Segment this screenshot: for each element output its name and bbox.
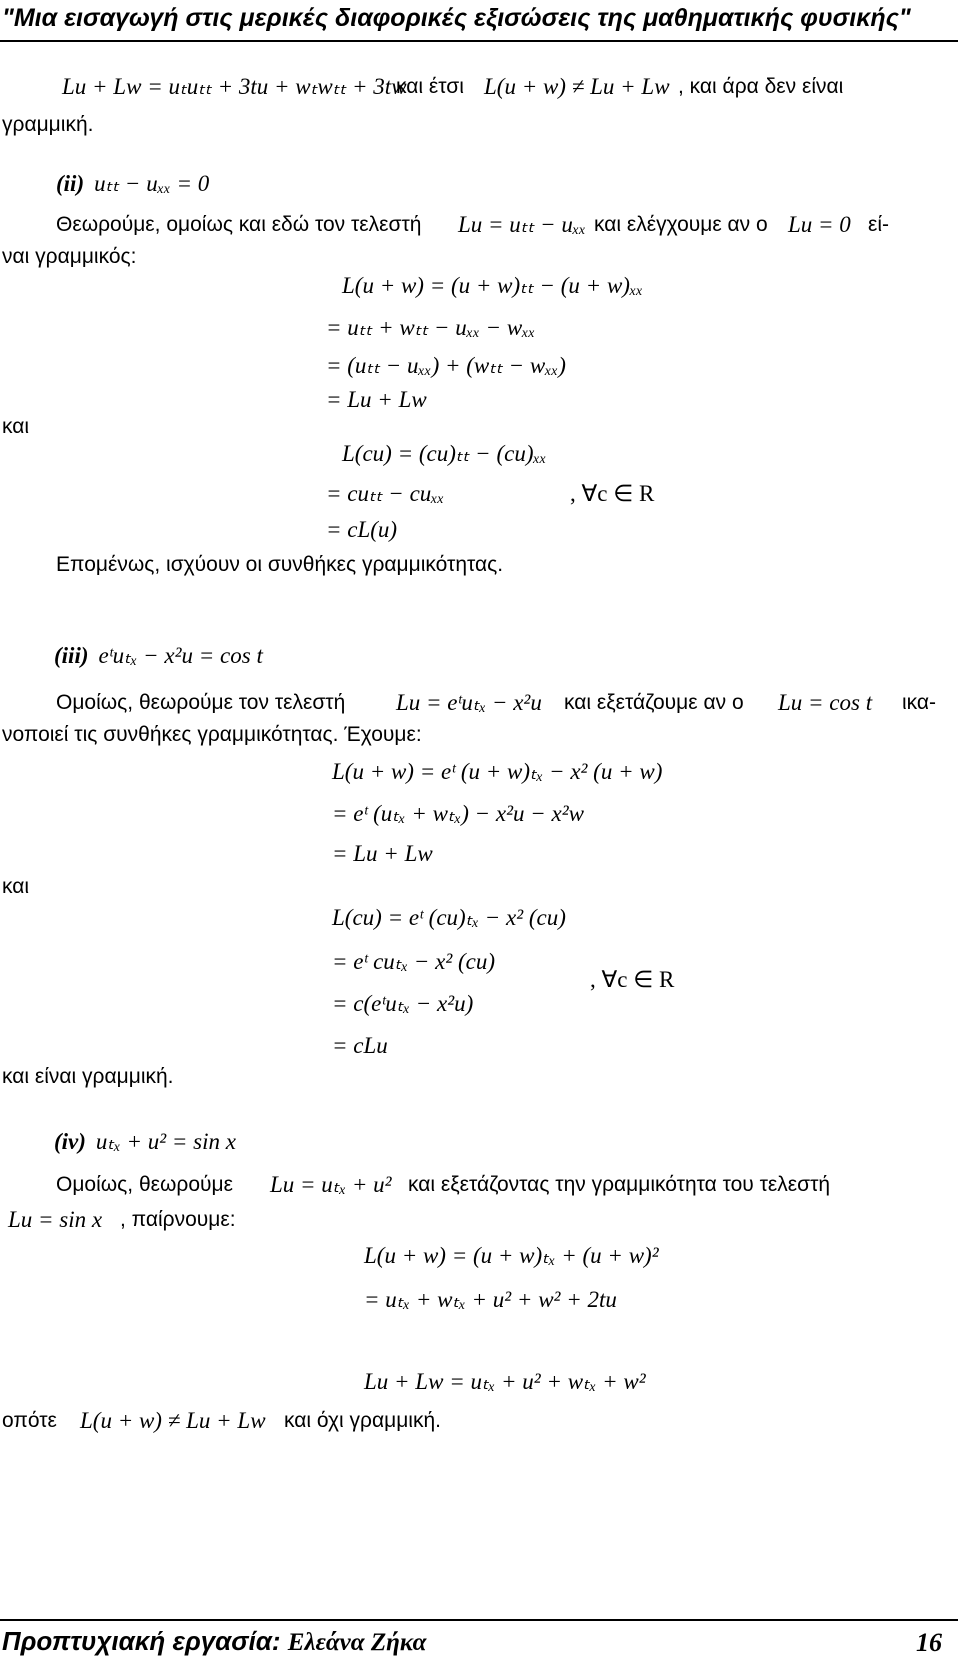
section-iv-intro-text: Ομοίως, θεωρούμε — [56, 1173, 233, 1196]
section-i-text-2: , και άρα δεν είναι — [678, 75, 844, 98]
section-ii-forall: , ∀c ∈ R — [570, 481, 655, 506]
section-iv-intro-line2-math: Lu = sin x — [8, 1207, 103, 1232]
section-iv-label: (iv) — [54, 1129, 86, 1154]
section-ii-scale-line: = cuₜₜ − cuₓₓ — [326, 481, 445, 506]
section-iv-add-line: L(u + w) = (u + w)ₜₓ + (u + w)² — [364, 1243, 659, 1268]
footer-author: Ελεάνα Ζήκα — [287, 1629, 427, 1656]
section-iii-forall: , ∀c ∈ R — [590, 967, 675, 992]
header-title: "Μια εισαγωγή στις μερικές διαφορικές εξισώσεις της μαθηματικής φυσικής" — [2, 4, 911, 32]
section-iii-heading — [54, 642, 263, 670]
section-iv-intro-line2-text: , παίρνουμε: — [120, 1208, 236, 1231]
section-ii-add-line: = (uₜₜ − uₓₓ) + (wₜₜ − wₓₓ) — [326, 353, 566, 378]
section-ii-add-line: = uₜₜ + wₜₜ − uₓₓ − wₓₓ — [326, 315, 536, 340]
section-iv-heading — [54, 1128, 236, 1156]
section-ii-and-word: και — [2, 415, 30, 438]
section-i-line2: γραμμική. — [2, 113, 94, 136]
section-iv-equation: uₜₓ + u² = sin x — [95, 1129, 236, 1154]
section-ii-equation: uₜₜ − uₓₓ = 0 — [94, 171, 210, 196]
section-ii-intro-text: Θεωρούμε, ομοίως και εδώ τον τελεστή — [56, 213, 422, 236]
section-i-sum-equation: Lu + Lw = uₜuₜₜ + 3tu + wₜwₜₜ + 3tw — [62, 74, 407, 99]
section-ii-target: Lu = 0 — [788, 212, 851, 237]
section-ii-scale-line: = cL(u) — [326, 517, 398, 542]
header-rule — [0, 40, 958, 42]
footer-label-text: Προπτυχιακή εργασία: — [2, 1626, 281, 1656]
section-ii-operator: Lu = uₜₜ − uₓₓ — [458, 212, 586, 237]
section-i-inequality: L(u + w) ≠ Lu + Lw — [484, 74, 670, 99]
section-iii-conclusion: και είναι γραμμική. — [2, 1065, 174, 1088]
footer-label — [2, 1626, 426, 1657]
section-iii-and-word: και — [2, 875, 30, 898]
section-ii-intro-line2: ναι γραμμικός: — [2, 245, 137, 268]
footer-rule — [0, 1619, 958, 1621]
section-ii-label: (ii) — [56, 171, 85, 196]
section-iii-scale-line: = cLu — [332, 1033, 388, 1058]
section-ii-intro-text-2: και ελέγχουμε αν ο — [594, 213, 768, 236]
section-ii-add-line: = Lu + Lw — [326, 387, 427, 412]
section-ii-add-line: L(u + w) = (u + w)ₜₜ − (u + w)ₓₓ — [342, 273, 644, 298]
section-iii-operator: Lu = eᵗuₜₓ − x²u — [396, 690, 542, 715]
section-ii-intro-text-3: εί- — [868, 213, 890, 236]
section-iv-add-line: = uₜₓ + wₜₓ + u² + w² + 2tu — [364, 1287, 617, 1312]
section-iii-intro-line2: νοποιεί τις συνθήκες γραμμικότητας. Έχουμε: — [2, 723, 422, 746]
section-iii-scale-line: = c(eᵗuₜₓ − x²u) — [332, 991, 474, 1016]
section-iv-sum-line: Lu + Lw = uₜₓ + u² + wₜₓ + w² — [364, 1369, 646, 1394]
section-ii-conclusion: Επομένως, ισχύουν οι συνθήκες γραμμικότητας. — [56, 553, 504, 576]
section-ii-heading — [56, 170, 209, 198]
section-iii-target: Lu = cos t — [778, 690, 873, 715]
section-iv-conclusion-text: οπότε — [2, 1409, 57, 1432]
section-iii-intro-text-2: και εξετάζουμε αν ο — [564, 691, 744, 714]
section-iii-scale-line: L(cu) = eᵗ (cu)ₜₓ − x² (cu) — [332, 905, 566, 930]
section-iv-intro-text-2: και εξετάζοντας την γραμμικότητα του τελεστή — [408, 1173, 831, 1196]
section-iii-scale-line: = eᵗ cuₜₓ − x² (cu) — [332, 949, 496, 974]
section-iii-intro-text: Ομοίως, θεωρούμε τον τελεστή — [56, 691, 346, 714]
section-iv-operator: Lu = uₜₓ + u² — [270, 1172, 392, 1197]
section-iv-conclusion-math: L(u + w) ≠ Lu + Lw — [80, 1408, 266, 1433]
section-ii-scale-line: L(cu) = (cu)ₜₜ − (cu)ₓₓ — [342, 441, 547, 466]
page-number: 16 — [916, 1628, 942, 1657]
section-iii-equation: eᵗuₜₓ − x²u = cos t — [98, 643, 263, 668]
section-iv-conclusion-text-2: και όχι γραμμική. — [284, 1409, 441, 1432]
section-iii-add-line: L(u + w) = eᵗ (u + w)ₜₓ − x² (u + w) — [332, 759, 663, 784]
section-iii-intro-text-3: ικα- — [902, 691, 937, 714]
section-iii-add-line: = Lu + Lw — [332, 841, 433, 866]
section-i-text: και έτσι — [396, 75, 464, 98]
section-iii-label: (iii) — [54, 643, 89, 668]
section-iii-add-line: = eᵗ (uₜₓ + wₜₓ) − x²u − x²w — [332, 801, 585, 826]
